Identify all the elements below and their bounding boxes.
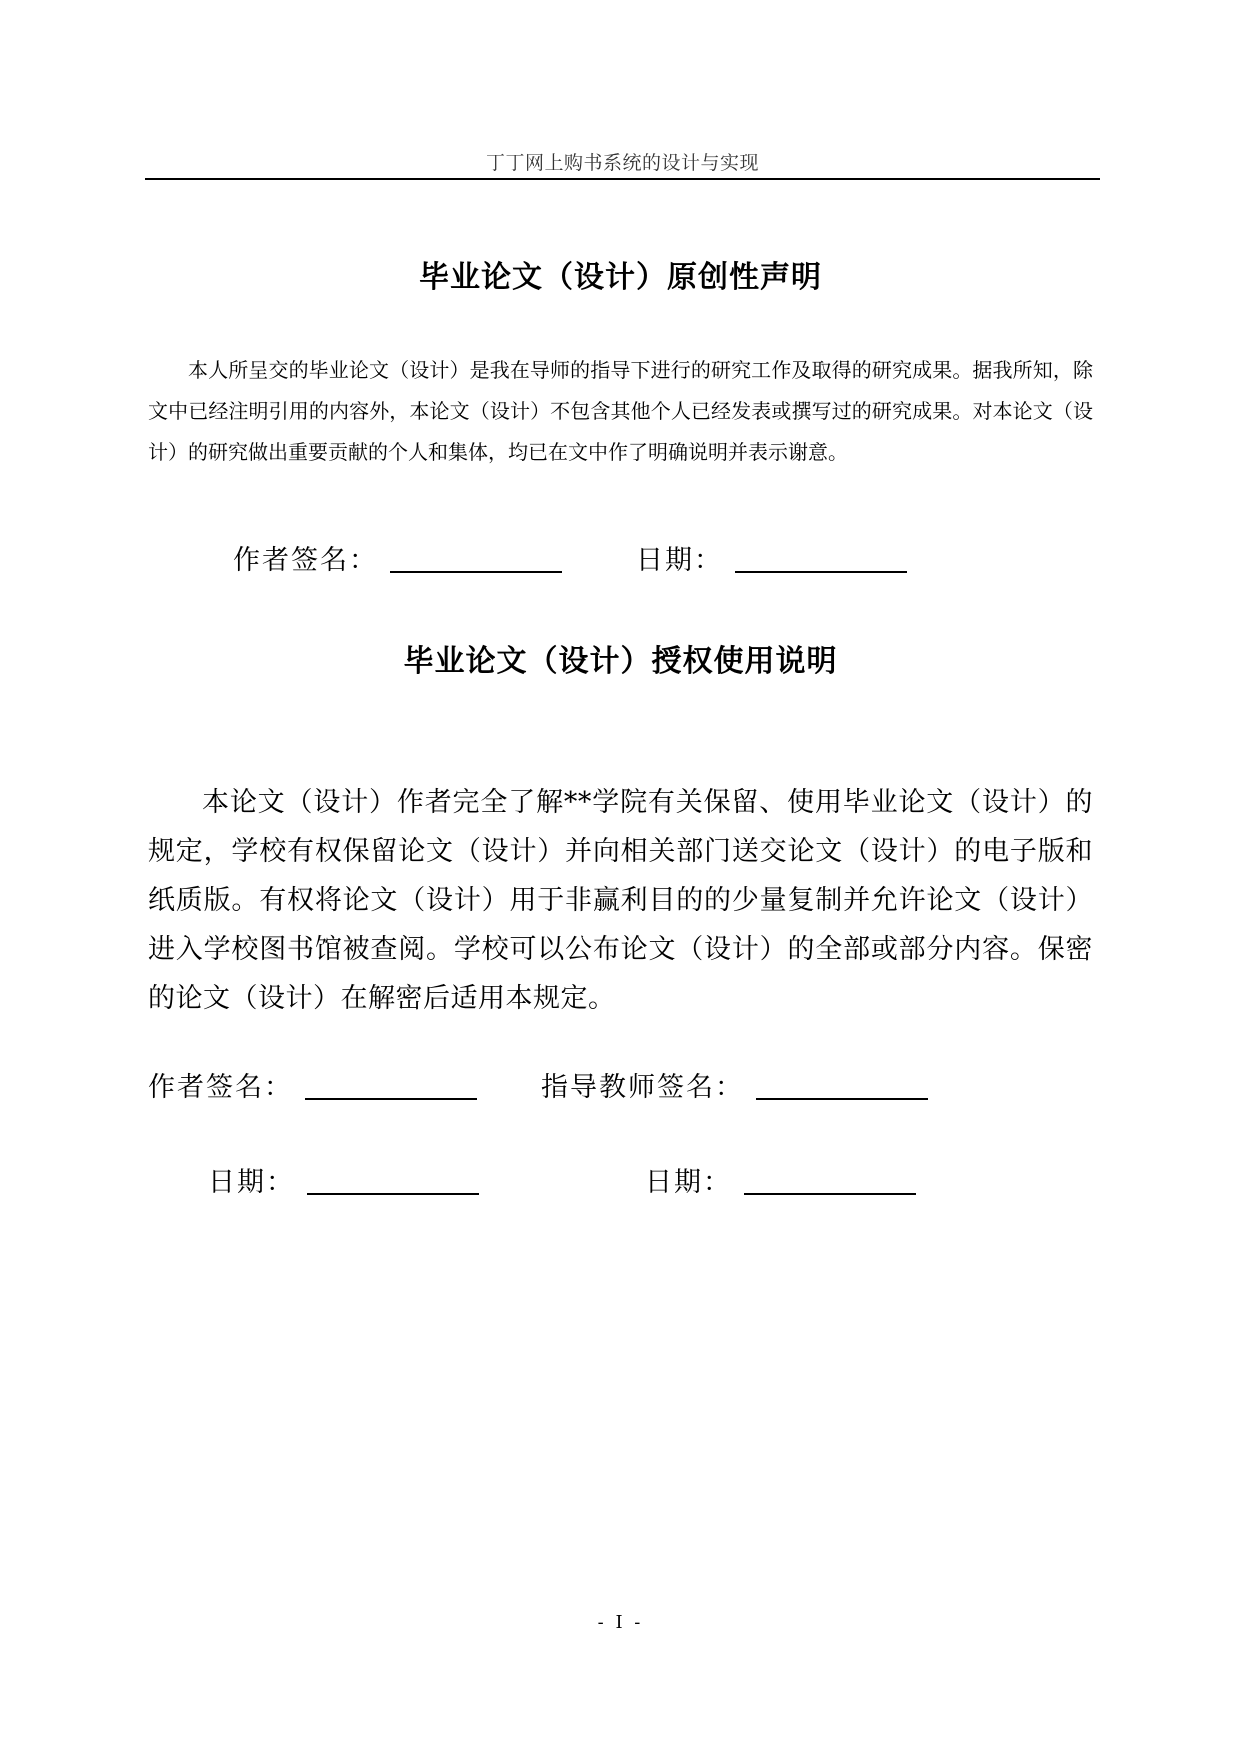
author-signature-blank (390, 571, 562, 573)
authorization-statement-title: 毕业论文（设计）授权使用说明 (403, 644, 838, 679)
originality-date (636, 538, 907, 577)
date-label: 日期： (645, 1167, 732, 1198)
date-blank (744, 1193, 916, 1195)
author-signature-label: 作者签名： (148, 1072, 293, 1103)
running-header-title: 丁丁网上购书系统的设计与实现 (485, 152, 759, 174)
authorization-author-signature (148, 1065, 477, 1104)
authorization-author-date (208, 1160, 479, 1199)
advisor-date (645, 1160, 916, 1199)
author-signature-label: 作者签名： (233, 545, 378, 576)
date-label: 日期： (208, 1167, 295, 1198)
advisor-signature-blank (756, 1098, 928, 1100)
advisor-signature (541, 1065, 928, 1104)
originality-statement-paragraph: 本人所呈交的毕业论文（设计）是我在导师的指导下进行的研究工作及取得的研究成果。据我所知，除文中已经注明引用的内容外，本论文（设计）不包含其他个人已经发表或撰写过的研究成果。对本论文（设计）的研究做出重要贡献的个人和集体，均已在文中作了明确说明并表示谢意。 (148, 358, 1093, 464)
page-number: - I - (597, 1612, 644, 1633)
originality-statement-title: 毕业论文（设计）原创性声明 (419, 260, 822, 295)
originality-author-signature (233, 538, 562, 577)
header-rule (145, 178, 1100, 180)
date-label: 日期： (636, 545, 723, 576)
authorization-statement-paragraph: 本论文（设计）作者完全了解**学院有关保留、使用毕业论文（设计）的规定，学校有权保留论文（设计）并向相关部门送交论文（设计）的电子版和纸质版。有权将论文（设计）用于非赢利目的的少量复制并允许论文（设计）进入学校图书馆被查阅。学校可以公布论文（设计）的全部或部分内容。保密的论文（设计）在解密后适用本规定。 (148, 787, 1093, 1014)
date-blank (307, 1193, 479, 1195)
author-signature-blank (305, 1098, 477, 1100)
date-blank (735, 571, 907, 573)
advisor-signature-label: 指导教师签名： (541, 1072, 744, 1103)
